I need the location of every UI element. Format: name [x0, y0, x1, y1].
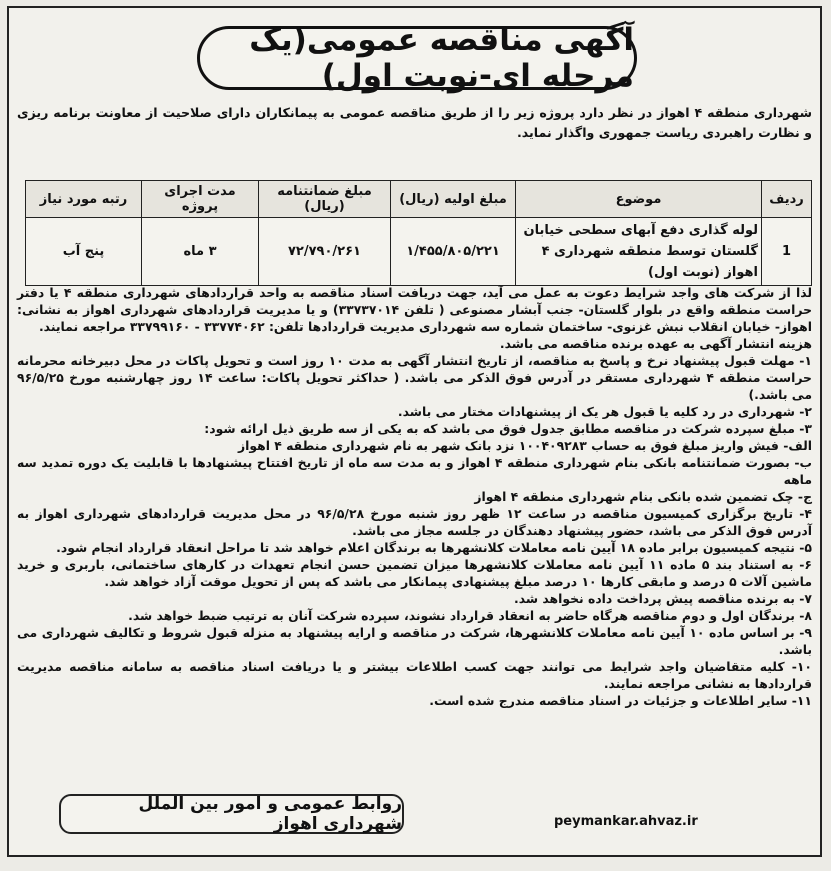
clause-item: ۴- تاریخ برگزاری کمیسیون مناقصه در ساعت ۱۲ ظهر روز شنبه مورخ ۹۶/۵/۲۸ در محل مدیریت قراردادهای شهرداری اهواز به آدرس فوق الذکر می باشد، حضور پیشنهاد دهندگان در جلسه مجاز می باشد. [17, 506, 812, 538]
clause-item: الف- فیش واریز مبلغ فوق به حساب ۱۰۰۴۰۹۲۸۳ نزد بانک شهر به نام شهرداری منطقه ۴ اهواز [237, 438, 812, 453]
header-duration: مدت اجرای پروژه [142, 181, 259, 218]
tender-notice [7, 6, 822, 857]
intro-paragraph: شهرداری منطقه ۴ اهواز در نظر دارد پروژه زیر را از طریق مناقصه عمومی به پیمانکاران دارای صلاحیت از معاونت برنامه ریزی و نظارت راهبردی ریاست جمهوری واگذار نماید. [17, 105, 813, 140]
notice-title: آگهی مناقصه عمومی(یک مرحله ای-نوبت اول) [197, 26, 637, 90]
clause-item: ج- چک تضمین شده بانکی بنام شهرداری منطقه ۴ اهواز [474, 489, 812, 504]
cell-initial-amount: ۱/۴۵۵/۸۰۵/۲۲۱ [391, 218, 516, 286]
table-row [26, 218, 812, 286]
clause-item: هزینه انتشار آگهی به عهده برنده مناقصه می باشد. [499, 336, 812, 351]
clause-item: ۲- شهرداری در رد کلیه یا قبول هر یک از پیشنهادات مختار می باشد. [397, 404, 812, 419]
header-row-number: ردیف [762, 181, 812, 218]
header-guarantee-amount: مبلغ ضمانتنامه (ریال) [259, 181, 391, 218]
header-required-rank: رتبه مورد نیاز [26, 181, 142, 218]
cell-guarantee-amount: ۷۲/۷۹۰/۲۶۱ [259, 218, 391, 286]
clause-item: ۷- به برنده مناقصه پیش پرداخت داده نخواهد شد. [513, 591, 812, 606]
header-subject: موضوع [516, 181, 762, 218]
clause-item: ۱۰- کلیه متقاضیان واجد شرایط می توانند جهت کسب اطلاعات بیشتر و یا دریافت اسناد مناقصه به سامانه مناقصه مدیریت قراردادها به نشانی مراجعه نمایند. [17, 659, 812, 691]
clause-item: ۹- بر اساس ماده ۱۰ آیین نامه معاملات کلانشهرها، شرکت در مناقصه و ارایه پیشنهاد به منزله قبول شروط و تکالیف شهرداری می باشد. [17, 625, 812, 657]
cell-subject: لوله گذاری دفع آبهای سطحی خیابان گلستان توسط منطقه شهرداری ۴ اهواز (نوبت اول) [516, 218, 762, 286]
cell-row-number: 1 [762, 218, 812, 286]
clause-item: ۱۱- سایر اطلاعات و جزئیات در اسناد مناقصه مندرج شده است. [429, 693, 812, 708]
header-initial-amount: مبلغ اولیه (ریال) [391, 181, 516, 218]
clause-item: ب- بصورت ضمانتنامه بانکی بنام شهرداری منطقه ۴ اهواز و به مدت سه ماه از تاریخ افتتاح پیشنهادها با قابلیت یک دوره تمدید سه ماهه [17, 455, 812, 487]
clause-item: ۵- نتیجه کمیسیون برابر ماده ۱۸ آیین نامه معاملات کلانشهرها به برندگان اعلام خواهد شد تا مراحل انعقاد قرارداد انجام شود. [56, 540, 812, 555]
cell-duration: ۳ ماه [142, 218, 259, 286]
clause-item: ۱- مهلت قبول پیشنهاد نرخ و پاسخ به مناقصه، از تاریخ انتشار آگهی به مدت ۱۰ روز است و تحویل پاکات در محل دبیرخانه محرمانه حراست منطقه ۴ شهرداری مستقر در آدرس فوق الذکر می باشد. ( حداکثر تحویل پاکات: ساعت ۱۴ روز چهارشنبه مورخ ۹۶/۵/۲۵ می باشد.) [17, 353, 812, 402]
clauses-list [17, 284, 812, 709]
clause-item: ۸- برندگان اول و دوم مناقصه هرگاه حاضر به انعقاد قرارداد نشوند، سپرده شرکت آنان به ترتیب ضبط خواهد شد. [128, 608, 812, 623]
publisher-footer: روابط عمومی و امور بین الملل شهرداری اهواز [59, 794, 404, 834]
project-table [25, 180, 812, 286]
clause-item: لذا از شرکت های واجد شرایط دعوت به عمل می آید، جهت دریافت اسناد مناقصه به واحد قراردادهای شهرداری منطقه ۴ یا دفتر حراست منطقه واقع در بلوار گلستان- جنب آبشار مصنوعی ( تلفن ۳۳۷۳۷۰۱۴) و یا مدیریت قراردادهای شهرداری اهواز به نشانی: اهواز- خیابان انقلاب نبش غزنوی- ساختمان شماره سه شهرداری مدیریت قراردادها تلفن: ۳۳۷۷۴۰۶۲ - ۳۳۷۹۹۱۶۰ مراجعه نمایند. [17, 285, 813, 334]
clause-item: ۳- مبلغ سپرده شرکت در مناقصه مطابق جدول فوق می باشد که به یکی از سه طریق ذیل ارائه شود: [204, 421, 812, 436]
tender-website-link[interactable]: peymankar.ahvaz.ir [554, 814, 698, 829]
table-header-row [26, 181, 812, 218]
cell-required-rank: پنج آب [26, 218, 142, 286]
clause-item: ۶- به استناد بند ۵ ماده ۱۱ آیین نامه معاملات کلانشهرها میزان تضمین حسن انجام تعهدات در کارهای ساختمانی، باربری و خرید ماشین آلات ۵ درصد و مابقی کارها ۱۰ درصد مبلغ پیشنهادی پیمانکار می باشد که پس از تحویل موقت آزاد خواهد شد. [17, 557, 812, 589]
